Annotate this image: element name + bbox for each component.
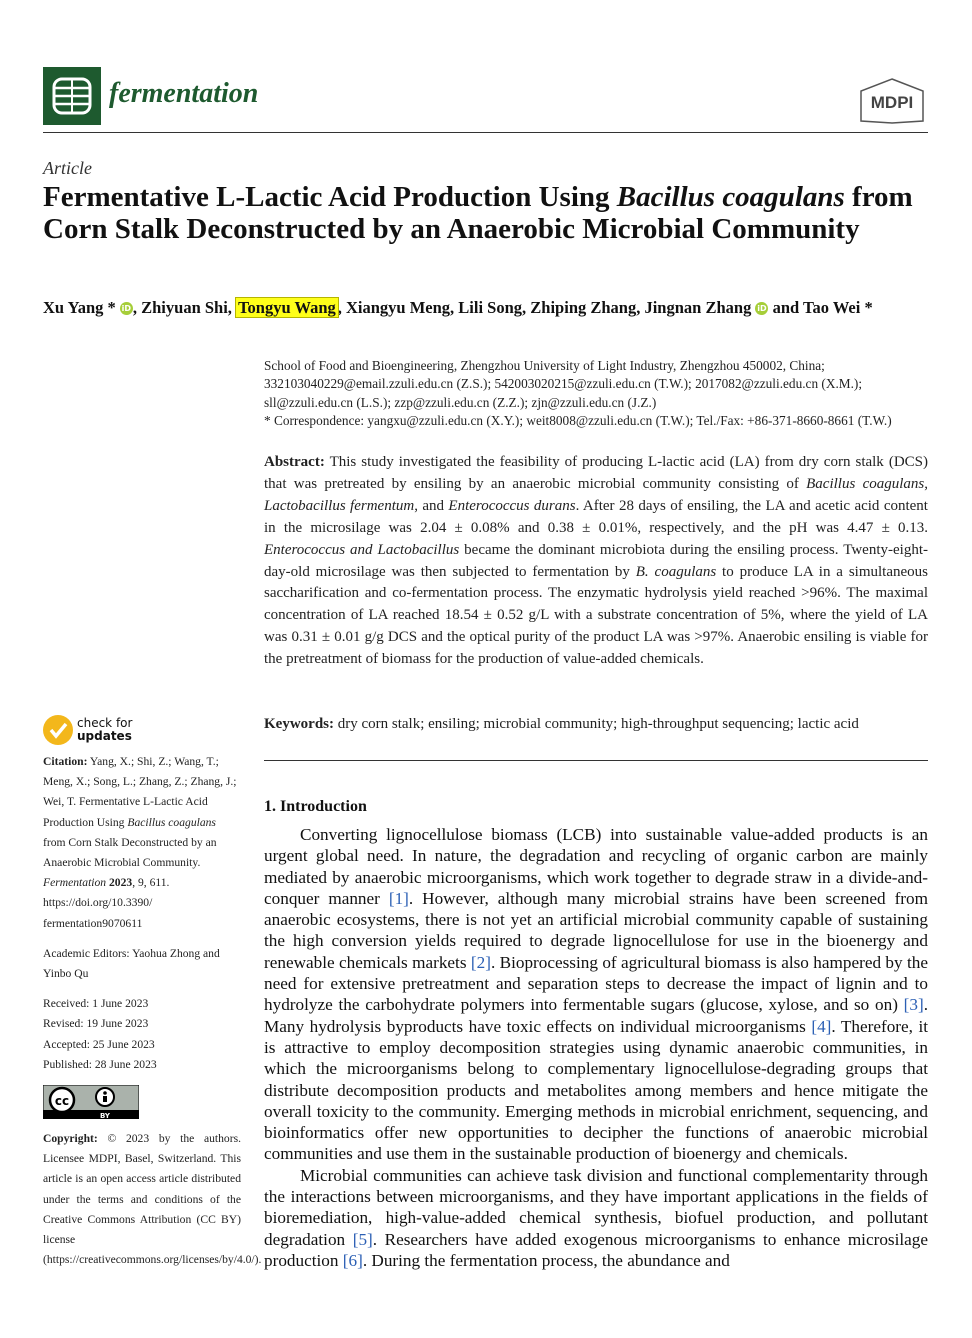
keywords: Keywords: dry corn stalk; ensiling; microbial community; high-throughput sequencing; lactic acid — [264, 716, 859, 732]
article-type-label: Article — [43, 158, 92, 178]
svg-text:cc: cc — [54, 1094, 70, 1109]
svg-text:MDPI: MDPI — [870, 93, 914, 112]
journal-name[interactable]: fermentation — [109, 78, 259, 109]
abstract: Abstract: This study investigated the feasibility of producing L-lactic acid (LA) from dry corn stalk (DCS) that was pretreated by ensiling by an anaerobic microbial community consisting of Bacillus coagulans, Lactobacillus fermentum, and Enterococcus durans. After 28 days of ensiling, the LA and acetic acid content in the microsilage was 2.04 ± 0.08% and 0.38 ± 0.01%, respectively, and the pH was 4.47 ± 0.13. Enterococcus and Lactobacillus became the dominant microbiota during the ensiling process. Twenty-eight-day-old microsilage was then subjected to fermentation by B. coagulans to produce LA in a simultaneous saccharification and co-fermentation process. The enzymatic hydrolysis yield reached >96%. The maximal concentration of LA reached 18.54 ± 0.52 g/L with a substrate concentration of 5%, where the yield of LA was 0.31 ± 0.01 g/g DCS and the optical purity of the product LA was >97%. Anaerobic ensiling is viable for the pretreatment of biomass for the production of value-added chemicals. — [264, 454, 928, 668]
mdpi-logo-icon[interactable] — [857, 77, 927, 125]
header-rule — [43, 132, 928, 133]
author-list: Xu Yang * iD , Zhiyuan Shi, Tongyu Wang , Xiangyu Meng, Lili Song, Zhiping Zhang, Jingnan Zhang iD and Tao Wei * — [43, 298, 873, 317]
affiliations: School of Food and Bioengineering, Zhengzhou University of Light Industry, Zhengzhou 450002, China; 332103040229@email.zzuli.edu.cn (Z.S.); 542003020215@zzuli.edu.cn (T.W.); 2017082@zzuli.edu.cn (X.M.); sll@zzuli.edu.cn (L.S.); zzp@zzuli.edu.cn (Z.Z.); zjn@zzuli.edu.cn (J.Z.) * Correspondence: yangxu@zzuli.edu.cn (X.Y.); weit8008@zzuli.edu.cn (T.W.); Tel./Fax: +86-371-8660-8661 (T.W.) — [264, 357, 934, 431]
citation-link[interactable]: [3] — [903, 995, 924, 1015]
correspondence-line: * Correspondence: yangxu@zzuli.edu.cn (X.Y.); weit8008@zzuli.edu.cn (T.W.); Tel./Fax: +86-371-8660-8661 (T.W.) — [264, 413, 892, 429]
doi-link[interactable]: fermentation9070611 — [43, 916, 143, 930]
check-for-updates-button[interactable]: check for updates — [43, 715, 193, 747]
svg-text:BY: BY — [99, 1112, 111, 1120]
page-title: Fermentative L-Lactic Acid Production Using Bacillus coagulans from Corn Stalk Deconstructed by an Anaerobic Microbial Community — [43, 181, 913, 245]
introduction-body — [264, 824, 928, 1271]
checkmark-icon — [43, 715, 73, 745]
citation-link[interactable]: [5] — [352, 1229, 373, 1249]
author-tongyu-wang-highlighted[interactable]: Tongyu Wang — [238, 298, 336, 317]
citation-link[interactable]: [4] — [811, 1016, 832, 1036]
cc-by-license-icon[interactable] — [43, 1085, 139, 1119]
citation-block: Citation: Yang, X.; Shi, Z.; Wang, T.; Meng, X.; Song, L.; Zhang, Z.; Zhang, J.; Wei, T. Fermentative L-Lactic Acid Production Using Bacillus coagulans from Corn Stalk Deconstructed by an Anaerobic Microbial Community. Fermentation 2023, 9, 611. https://doi.org/10.3390/ fermentation9070611 — [43, 755, 237, 930]
author-xu-yang[interactable]: Xu Yang * — [43, 298, 116, 317]
doi-link[interactable]: https://doi.org/10.3390/ — [43, 896, 153, 910]
academic-editors: Academic Editors: Yaohua Zhong and Yinbo Qu — [43, 946, 220, 981]
orcid-icon[interactable]: iD — [757, 304, 767, 313]
dates: Received: 1 June 2023 Revised: 19 June 2023 Accepted: 25 June 2023 Published: 28 June 2023 — [43, 997, 157, 1071]
paragraph: Microbial communities can achieve task division and functional complementarity through the interactions between microorganisms, and they have important applications in the fields of bioremediation, high-value-added chemical synthesis, biofuel production, and pollutant degradation [5]. Researchers have added exogenous microorganisms to enhance microsilage production [6]. During the fermentation process, the abundance and — [264, 1165, 928, 1270]
article-info-sidebar — [43, 752, 262, 1280]
section-divider — [264, 760, 928, 761]
copyright-block: Copyright: © 2023 by the authors. Licensee MDPI, Basel, Switzerland. This article is an open access article distributed under the terms and conditions of the Creative Commons Attribution (CC BY) license (https://creativecommons.org/licenses/by/4.0/). — [43, 1132, 262, 1267]
citation-link[interactable]: [6] — [342, 1250, 363, 1270]
orcid-icon[interactable]: iD — [121, 304, 132, 313]
citation-link[interactable]: [1] — [388, 888, 409, 908]
citation-link[interactable]: [2] — [470, 952, 491, 972]
journal-logo-icon — [43, 67, 101, 125]
section-title-introduction: 1. Introduction — [264, 798, 367, 815]
paragraph: Converting lignocellulose biomass (LCB) into sustainable value-added products is an urgent global need. In nature, the degradation and recycling of organic carbon are mainly mediated by anaerobic microorganisms, which work together to degrade straw in a divide-and-conquer manner [1]. However, although many microbial strains have been screened from anaerobic ecosystems, there is not yet an artificial microbial community capable of sustaining the high conversion yields required to degrade lignocellulose for use in the bioenergy and renewable chemicals markets [2]. Bioprocessing of agricultural biomass is also hampered by the need for extensive pretreatment and separation steps to decrease the impact of lignin and to hydrolyze the carbohydrate polymers into fermentable sugars (glucose, xylose, and so on) [3]. Many hydrolysis byproducts have toxic effects on individual microorganisms [4]. Therefore, it is attractive to employ decomposition strategies using dynamic anaerobic communities, in which the microorganisms belong to complementary lignocellulose-degrading groups that distribute decomposition products and metabolites among members and hence mitigate the overall toxicity to the community. Emerging methods in microbial enrichment, sequencing, and bioinformatics offer new opportunities to decipher the functions of anaerobic microbial communities and use them in the sustainable production of bioenergy and chemicals. — [264, 825, 928, 1164]
